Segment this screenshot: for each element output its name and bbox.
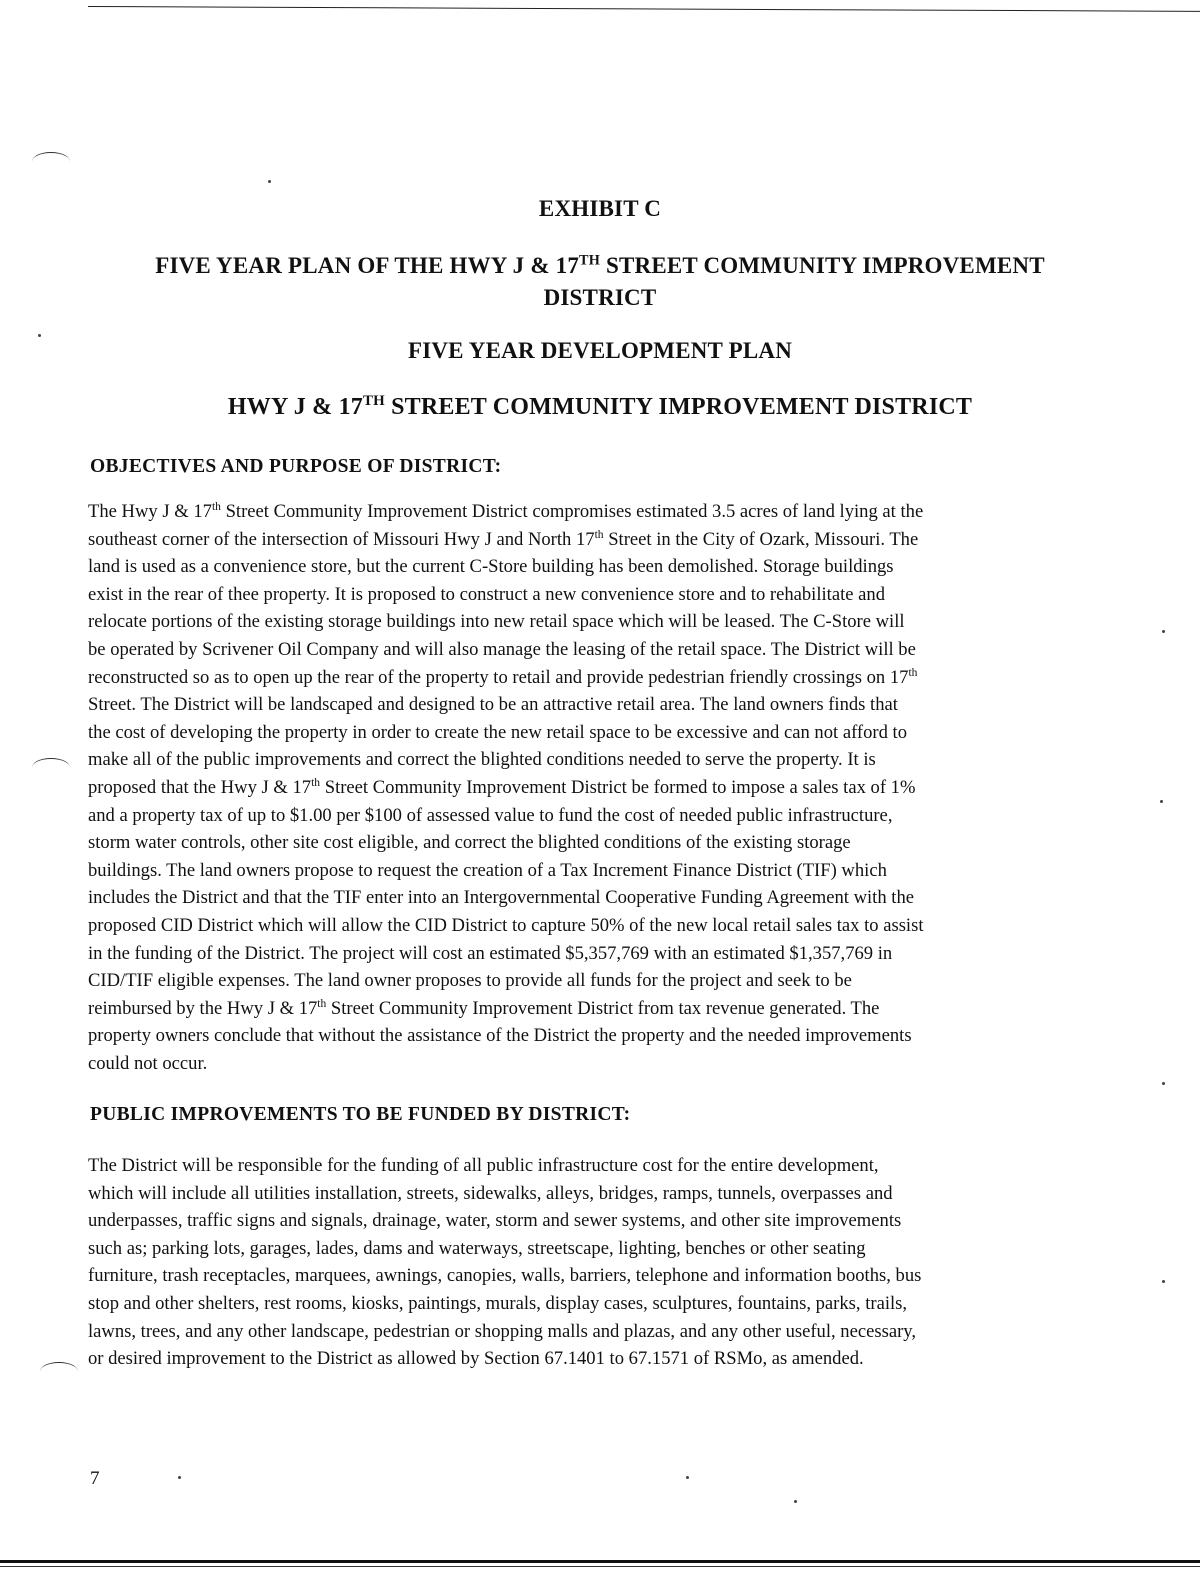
text-line: stop and other shelters, rest rooms, kiosks, paintings, murals, display cases, sculptures, fountains, parks, trails, — [88, 1292, 908, 1314]
scan-mark — [40, 1362, 78, 1381]
text-line: make all of the public improvements and correct the blighted conditions needed to serve the property. It is — [88, 749, 876, 771]
text-line: includes the District and that the TIF enter into an Intergovernmental Cooperative Funding Agreement with the — [88, 887, 915, 909]
text-line: be operated by Scrivener Oil Company and will also manage the leasing of the retail space. The District will be — [88, 638, 916, 660]
scan-speck — [1162, 1280, 1165, 1283]
scan-speck — [1162, 630, 1165, 633]
public-improvements-paragraph — [88, 1152, 1108, 1373]
scan-edge-top — [88, 6, 1200, 12]
text-line: Street. The District will be landscaped and designed to be an attractive retail area. The land owners finds that — [88, 694, 898, 716]
text-line: land is used as a convenience store, but the current C-Store building has been demolished. Storage buildings — [88, 556, 894, 578]
text-line: underpasses, traffic signs and signals, drainage, water, storm and sewer systems, and other site improvements — [88, 1210, 902, 1232]
text-line: The Hwy J & 17th Street Community Improvement District compromises estimated 3.5 acres of land lying at the — [88, 500, 924, 522]
scan-mark — [32, 758, 70, 777]
text-line: property owners conclude that without the assistance of the District the property and the needed improvements — [88, 1025, 912, 1047]
text-line: and a property tax of up to $1.00 per $100 of assessed value to fund the cost of needed public infrastructure, — [88, 804, 893, 826]
text-line: in the funding of the District. The project will cost an estimated $5,357,769 with an estimated $1,357,769 in — [88, 942, 893, 964]
text-line: which will include all utilities installation, streets, sidewalks, alleys, bridges, ramps, tunnels, overpasses and — [88, 1182, 893, 1204]
text-line: proposed that the Hwy J & 17th Street Community Improvement District be formed to impose a sales tax of 1% — [88, 776, 916, 798]
district-title: HWY J & 17TH STREET COMMUNITY IMPROVEMENT DISTRICT — [227, 393, 973, 420]
scan-speck — [268, 180, 271, 183]
section-title-public-improvements: PUBLIC IMPROVEMENTS TO BE FUNDED BY DISTRICT: — [90, 1104, 631, 1125]
scan-speck — [38, 334, 41, 337]
text-line: exist in the rear of thee property. It is proposed to construct a new convenience store and to rehabilitate and — [88, 583, 886, 605]
text-line: lawns, trees, and any other landscape, pedestrian or shopping malls and plazas, and any other useful, necessary, — [88, 1320, 917, 1342]
objectives-paragraph — [88, 498, 1108, 1077]
text-line: reconstructed so as to open up the rear of the property to retail and provide pedestrian friendly crossings on 17th — [88, 666, 918, 688]
scan-speck — [794, 1500, 797, 1503]
scan-speck — [1160, 800, 1163, 803]
scan-mark — [32, 152, 70, 171]
text-line: The District will be responsible for the funding of all public infrastructure cost for the entire development, — [88, 1155, 879, 1176]
text-line: CID/TIF eligible expenses. The land owner proposes to provide all funds for the project and seek to be — [88, 970, 852, 992]
text-line: storm water controls, other site cost eligible, and correct the blighted conditions of the existing storage — [88, 832, 851, 854]
scan-edge-bottom — [0, 1560, 1200, 1563]
text-line: relocate portions of the existing storage buildings into new retail space which will be leased. The C-Store will — [88, 611, 905, 633]
text-line: southeast corner of the intersection of Missouri Hwy J and North 17th Street in the City of Ozark, Missouri. The — [88, 528, 919, 550]
scan-speck — [1162, 1082, 1165, 1085]
text-line: furniture, trash receptacles, marquees, awnings, canopies, walls, barriers, telephone and information booths, bus — [88, 1265, 922, 1287]
text-line: could not occur. — [88, 1052, 208, 1074]
text-line: proposed CID District which will allow the CID District to capture 50% of the new local retail sales tax to assist — [88, 914, 924, 936]
text-line: reimbursed by the Hwy J & 17th Street Community Improvement District from tax revenue generated. The — [88, 997, 880, 1019]
plan-title — [80, 250, 1120, 314]
scan-edge-bottom-inner — [0, 1566, 1200, 1567]
page-number: 7 — [90, 1468, 100, 1489]
plan-title-line2: DISTRICT — [543, 285, 657, 310]
development-plan-title: FIVE YEAR DEVELOPMENT PLAN — [407, 338, 793, 363]
scan-speck — [686, 1476, 689, 1479]
section-title-objectives: OBJECTIVES AND PURPOSE OF DISTRICT: — [90, 456, 502, 477]
plan-title-line1: FIVE YEAR PLAN OF THE HWY J & 17TH STREET COMMUNITY IMPROVEMENT — [155, 252, 1045, 278]
text-line: such as; parking lots, garages, lades, dams and waterways, streetscape, lighting, benches or other seating — [88, 1237, 866, 1259]
text-line: the cost of developing the property in order to create the new retail space to be excessive and can not afford to — [88, 721, 908, 743]
text-line: or desired improvement to the District as allowed by Section 67.1401 to 67.1571 of RSMo, as amended. — [88, 1348, 864, 1370]
text-line: buildings. The land owners propose to request the creation of a Tax Increment Finance District (TIF) which — [88, 859, 887, 881]
exhibit-title: EXHIBIT C — [538, 196, 662, 221]
scan-speck — [178, 1476, 181, 1479]
